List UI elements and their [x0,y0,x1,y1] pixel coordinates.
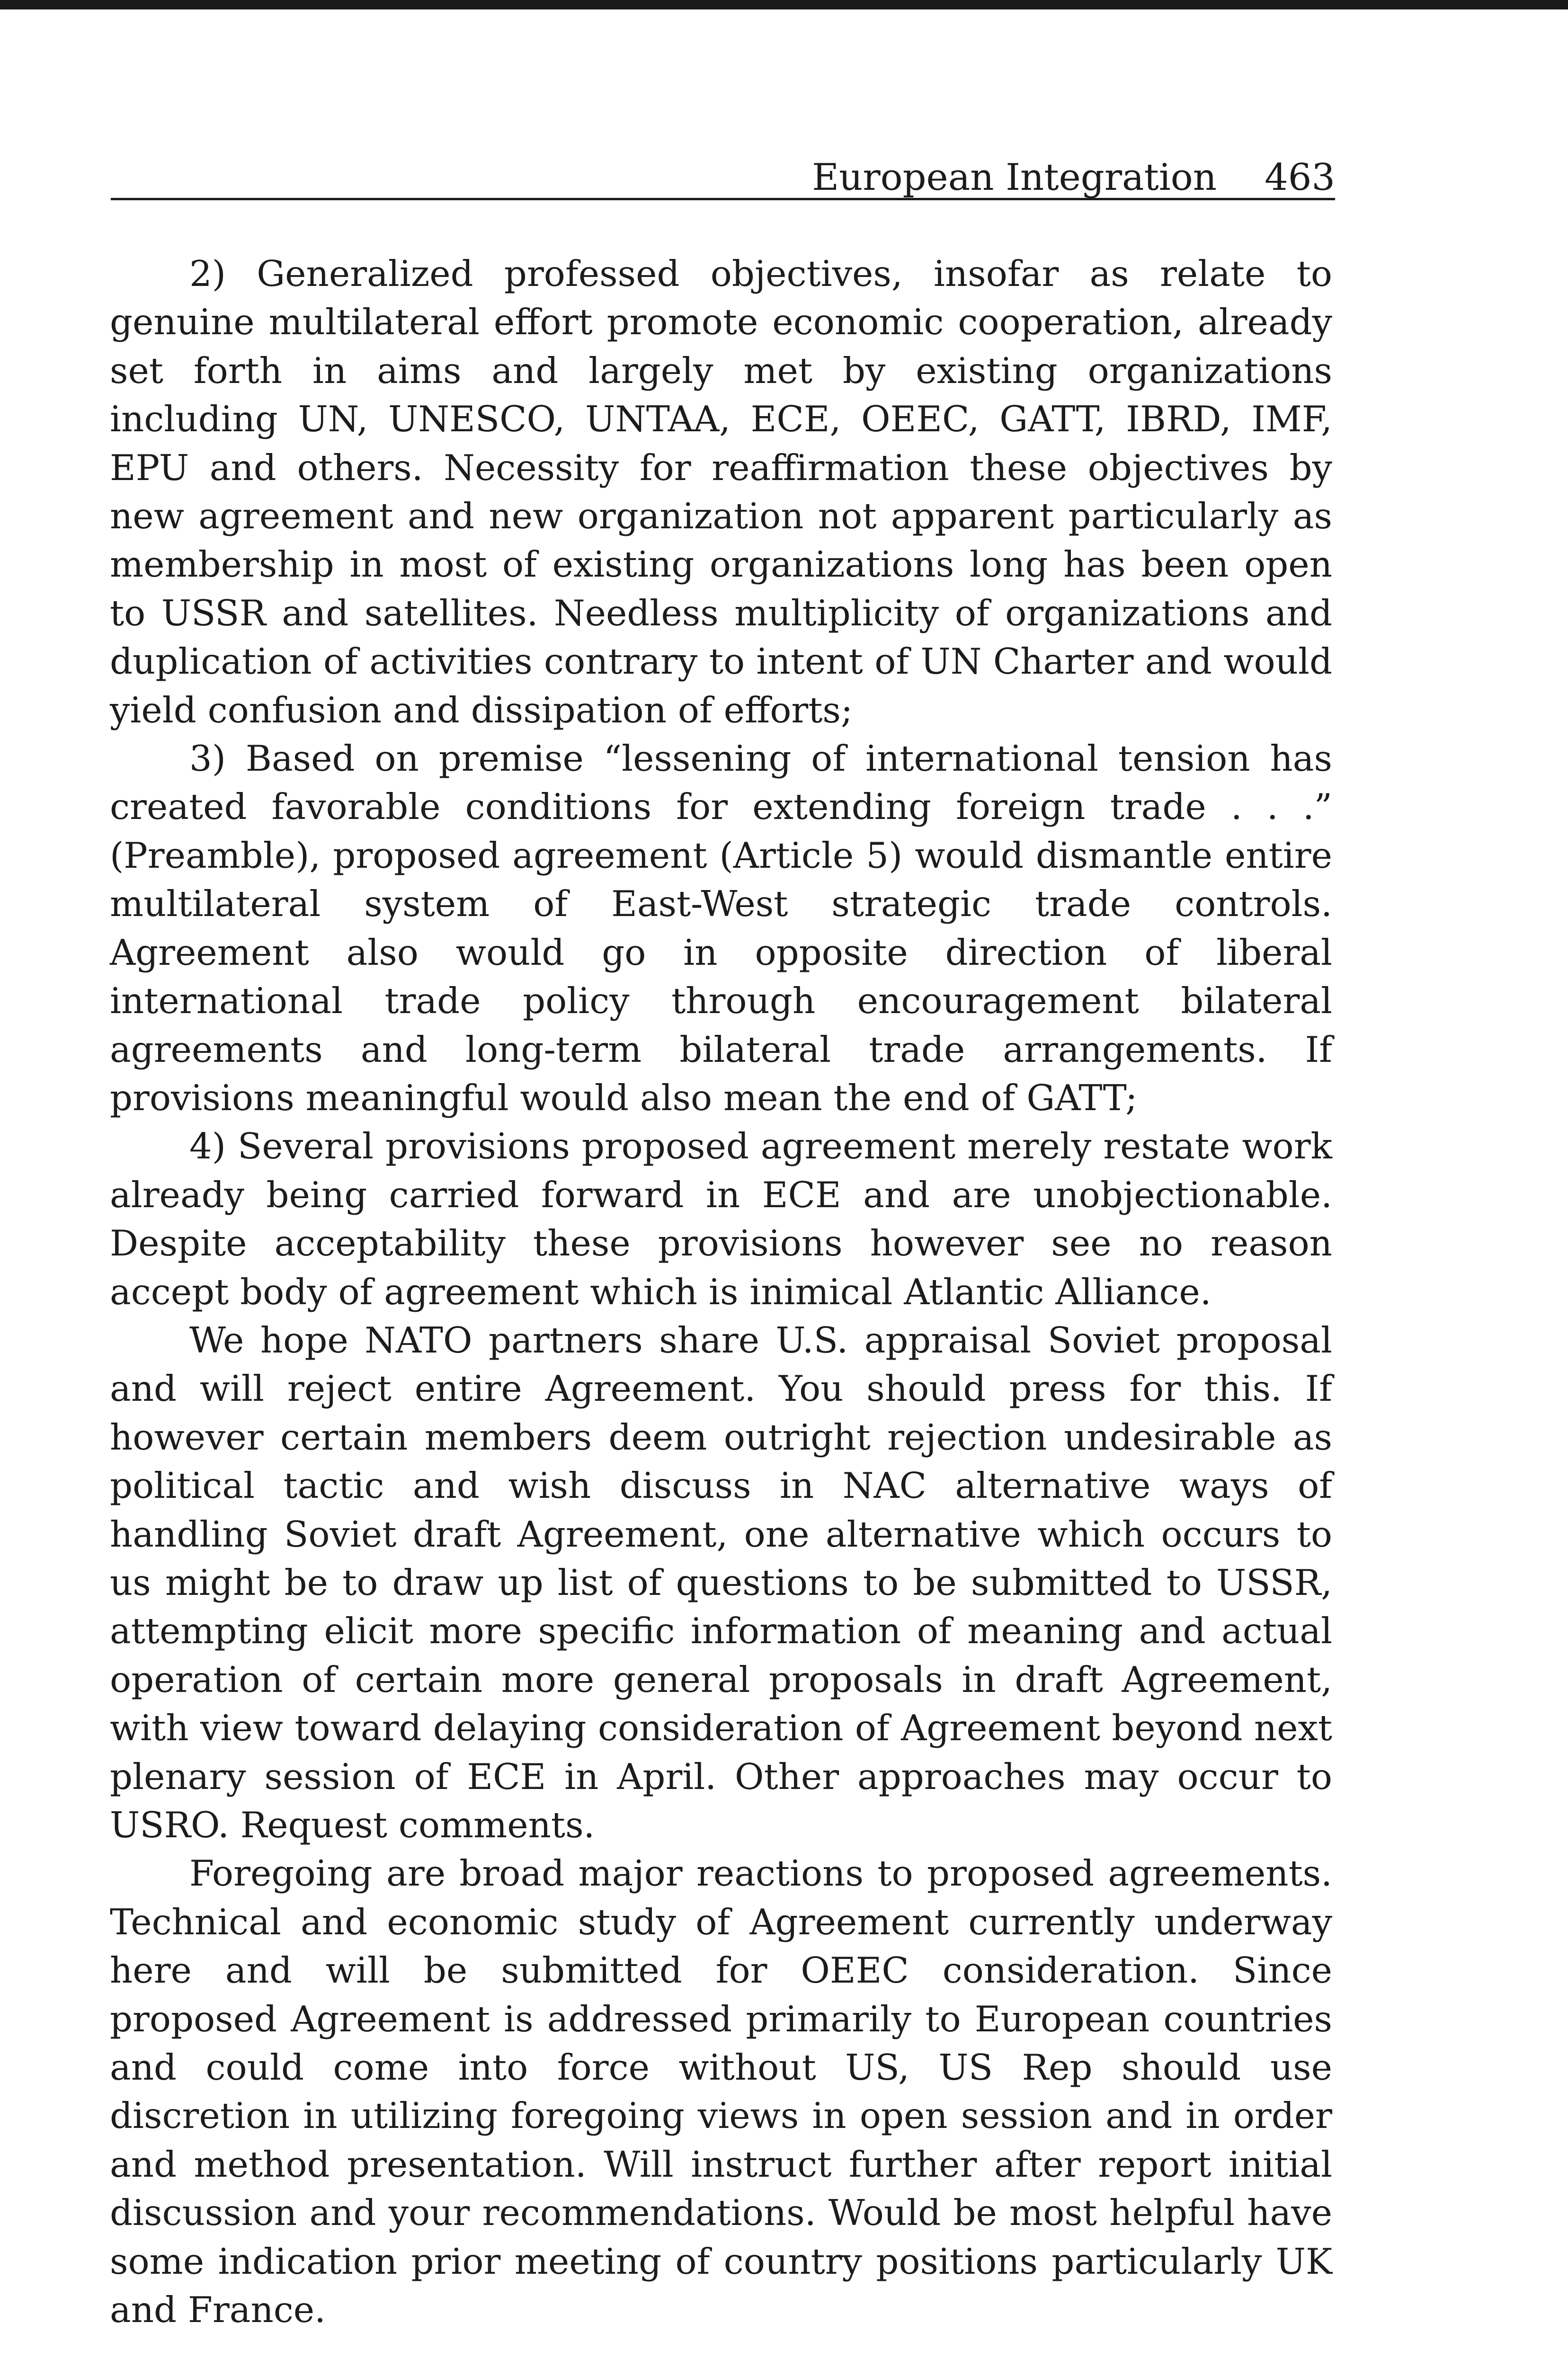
paragraph-objectives: 2) Generalized professed objectives, insofar as relate to genuine multilateral effort promote economic cooperation, already set forth in aims and largely met by existing organizations including UN, UNESCO, UNTAA, ECE, OEEC, GATT, IBRD, IMF, EPU and others. Necessity for reaffirmation these objectives by new agreement and new organization not apparent particularly as membership in most of existing organizations long has been open to USSR and satellites. Needless multiplicity of organizations and duplication of activities contrary to intent of UN Charter and would yield confusion and dissipation of efforts; [110,253,1332,731]
page-number: 463 [1265,156,1335,199]
paragraph-trade-controls: 3) Based on premise “lessening of international tension has created favorable conditions for extending foreign trade . . .” (Preamble), proposed agreement (Article 5) would dismantle entire multilateral system of East-West strategic trade controls. Agreement also would go in opposite direction of liberal international trade policy through encouragement bilateral agreements and long-term bilateral trade arrangements. If provisions meaningful would also mean the end of GATT; [110,738,1332,1119]
paragraph-foregoing-reactions: Foregoing are broad major reactions to proposed agreements. Technical and economic study of Agreement currently underway here and will be submitted for OEEC consideration. Since proposed Agreement is addressed primarily to European countries and could come into force without US, US Rep should use discretion in utilizing foregoing views in open session and in order and method presentation. Will instruct further after report initial discussion and your recommendations. Would be most helpful have some indication prior meeting of country positions particularly UK and France. [110,1852,1332,2331]
paragraph-nato-partners: We hope NATO partners share U.S. appraisal Soviet proposal and will reject entire Agreement. You should press for this. If however certain members deem outright rejection undesirable as political tactic and wish discuss in NAC alternative ways of handling Soviet draft Agreement, one alternative which occurs to us might be to draw up list of questions to be submitted to USSR, attempting elicit more specific information of meaning and actual operation of certain more general proposals in draft Agreement, with view toward delaying consideration of Agreement beyond next plenary session of ECE in April. Other approaches may occur to USRO. Request comments. [110,1319,1332,1846]
running-head: European Integration [812,156,1217,199]
document-body [110,249,1332,2334]
page-header [111,151,1335,200]
page-top-edge [0,0,1568,9]
paragraph-ece-provisions: 4) Several provisions proposed agreement merely restate work already being carried forward in ECE and are unobjectionable. Despite acceptability these provisions however see no reason accept body of agreement which is inimical Atlantic Alliance. [110,1125,1332,1313]
